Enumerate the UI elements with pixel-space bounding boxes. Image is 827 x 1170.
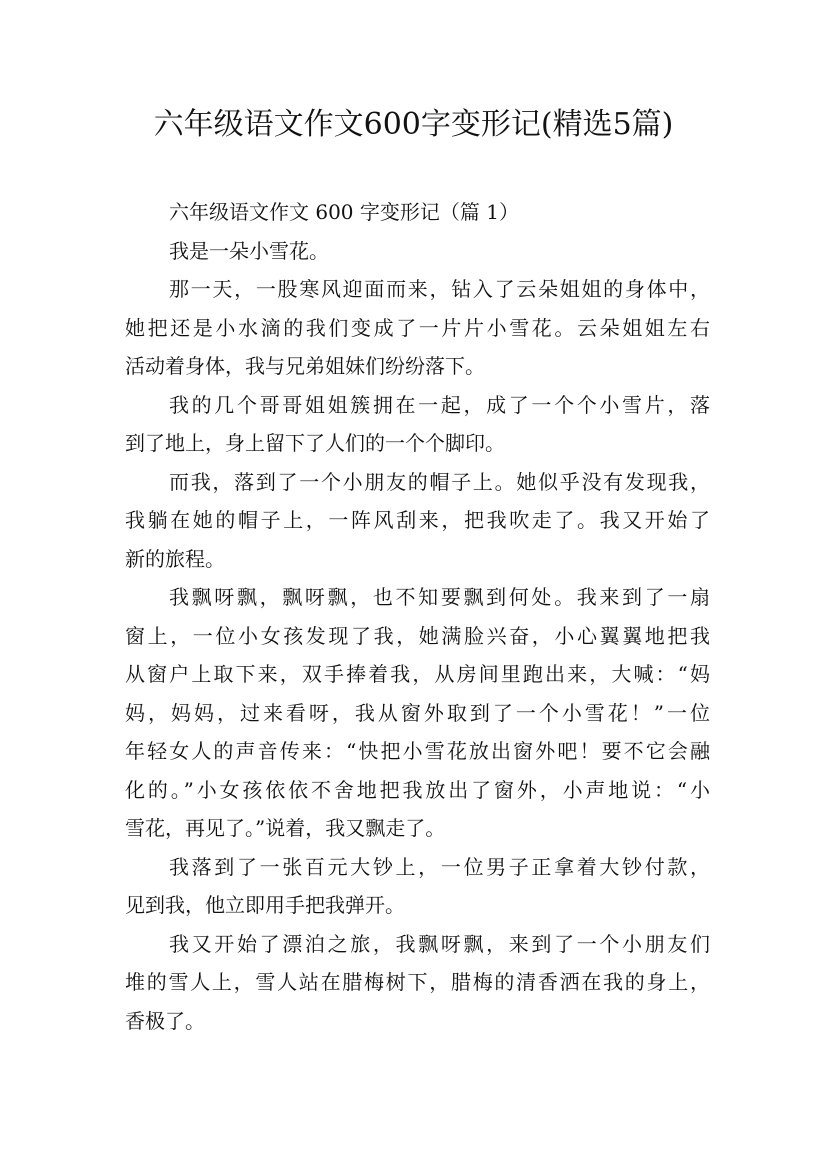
- paragraph-line: 那一天，一股寒风迎面而来，钻入了云朵姐姐的身体中，: [169, 277, 710, 301]
- paragraph-line: 我又开始了漂泊之旅，我飘呀飘，来到了一个小朋友们: [169, 931, 710, 956]
- paragraph-line: 堆的雪人上，雪人站在腊梅树下，腊梅的清香洒在我的身上，: [125, 970, 710, 994]
- section-heading: 六年级语文作文 600 字变形记（篇 1）: [169, 200, 519, 224]
- paragraph-line: 我躺在她的帽子上，一阵风刮来，把我吹走了。我又开始了: [125, 508, 710, 532]
- paragraph-line: 见到我，他立即用手把我弹开。: [125, 893, 405, 917]
- paragraph-line: 我是一朵小雪花。: [169, 238, 329, 263]
- paragraph-line: 化的。”小女孩依依不舍地把我放出了窗外，小声地说：“小: [125, 777, 710, 802]
- paragraph-line: 窗上，一位小女孩发现了我，她满脸兴奋，小心翼翼地把我: [125, 623, 710, 648]
- paragraph-line: 她把还是小水滴的我们变成了一片片小雪花。云朵姐姐左右: [125, 315, 710, 340]
- paragraph-line: 我飘呀飘，飘呀飘，也不知要飘到何处。我来到了一扇: [169, 585, 710, 609]
- paragraph-line: 妈，妈妈，过来看呀，我从窗外取到了一个小雪花！”一位: [125, 700, 710, 725]
- paragraph-line: 活动着身体，我与兄弟姐妹们纷纷落下。: [125, 354, 485, 378]
- paragraph-line: 我的几个哥哥姐姐簇拥在一起，成了一个个小雪片，落: [169, 392, 710, 417]
- paragraph-line: 雪花，再见了。”说着，我又飘走了。: [125, 816, 446, 840]
- paragraph-line: 新的旅程。: [125, 546, 225, 571]
- paragraph-line: 到了地上，身上留下了人们的一个个脚印。: [125, 431, 505, 455]
- paragraph-line: 年轻女人的声音传来：“快把小雪花放出窗外吧！要不它会融: [125, 739, 710, 763]
- paragraph-line: 而我，落到了一个小朋友的帽子上。她似乎没有发现我，: [169, 469, 710, 494]
- paragraph-line: 香极了。: [125, 1008, 205, 1033]
- document-body: [125, 193, 710, 1040]
- document-title: 六年级语文作文600字变形记(精选5篇): [153, 107, 674, 142]
- paragraph-line: 我落到了一张百元大钞上，一位男子正拿着大钞付款，: [169, 854, 710, 879]
- paragraph-line: 从窗户上取下来，双手捧着我，从房间里跑出来，大喊：“妈: [125, 662, 710, 686]
